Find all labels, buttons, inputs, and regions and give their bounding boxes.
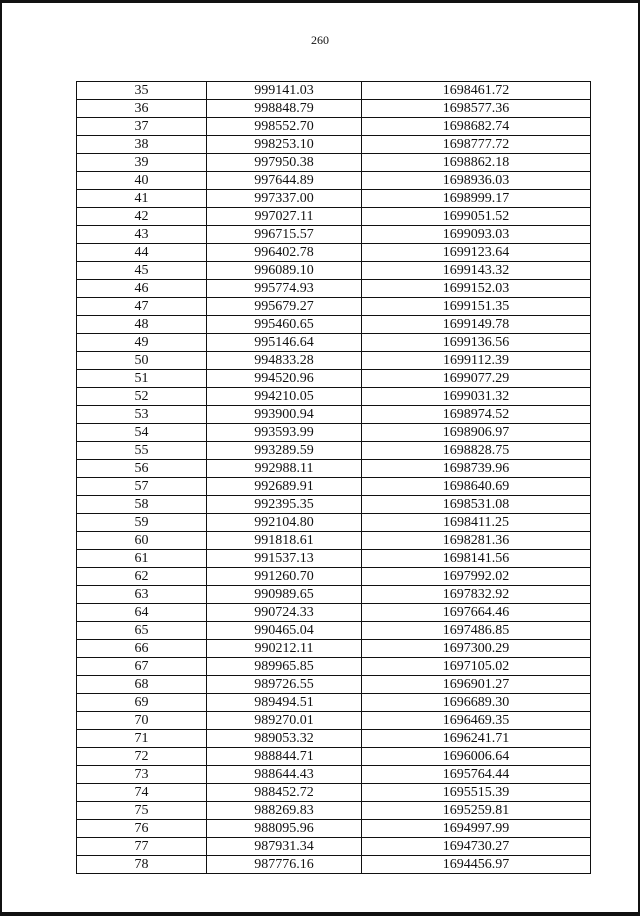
- point-number-cell: 39: [77, 154, 207, 172]
- y-coordinate-cell: 1699112.39: [362, 352, 591, 370]
- y-coordinate-cell: 1696006.64: [362, 748, 591, 766]
- point-number-cell: 47: [77, 298, 207, 316]
- y-coordinate-cell: 1698828.75: [362, 442, 591, 460]
- table-row: [77, 856, 591, 874]
- y-coordinate-cell: 1694456.97: [362, 856, 591, 874]
- point-number-cell: 53: [77, 406, 207, 424]
- point-number-cell: 43: [77, 226, 207, 244]
- x-coordinate-cell: 988095.96: [207, 820, 362, 838]
- x-coordinate-cell: 995146.64: [207, 334, 362, 352]
- y-coordinate-cell: 1695515.39: [362, 784, 591, 802]
- point-number-cell: 77: [77, 838, 207, 856]
- table-row: [77, 532, 591, 550]
- y-coordinate-cell: 1698281.36: [362, 532, 591, 550]
- point-number-cell: 49: [77, 334, 207, 352]
- y-coordinate-cell: 1697105.02: [362, 658, 591, 676]
- point-number-cell: 78: [77, 856, 207, 874]
- y-coordinate-cell: 1698777.72: [362, 136, 591, 154]
- y-coordinate-cell: 1698739.96: [362, 460, 591, 478]
- x-coordinate-cell: 994210.05: [207, 388, 362, 406]
- x-coordinate-cell: 991260.70: [207, 568, 362, 586]
- y-coordinate-cell: 1698862.18: [362, 154, 591, 172]
- point-number-cell: 40: [77, 172, 207, 190]
- point-number-cell: 38: [77, 136, 207, 154]
- page-edge-bottom: [0, 912, 640, 916]
- point-number-cell: 46: [77, 280, 207, 298]
- point-number-cell: 37: [77, 118, 207, 136]
- point-number-cell: 69: [77, 694, 207, 712]
- x-coordinate-cell: 997337.00: [207, 190, 362, 208]
- x-coordinate-cell: 998552.70: [207, 118, 362, 136]
- table-row: [77, 262, 591, 280]
- point-number-cell: 58: [77, 496, 207, 514]
- y-coordinate-cell: 1698682.74: [362, 118, 591, 136]
- table-row: [77, 550, 591, 568]
- point-number-cell: 64: [77, 604, 207, 622]
- x-coordinate-cell: 994833.28: [207, 352, 362, 370]
- point-number-cell: 65: [77, 622, 207, 640]
- y-coordinate-cell: 1697664.46: [362, 604, 591, 622]
- x-coordinate-cell: 990724.33: [207, 604, 362, 622]
- x-coordinate-cell: 988452.72: [207, 784, 362, 802]
- y-coordinate-cell: 1697300.29: [362, 640, 591, 658]
- x-coordinate-cell: 989965.85: [207, 658, 362, 676]
- table-row: [77, 82, 591, 100]
- table-row: [77, 586, 591, 604]
- table-row: [77, 298, 591, 316]
- table-row: [77, 334, 591, 352]
- table-row: [77, 838, 591, 856]
- point-number-cell: 76: [77, 820, 207, 838]
- y-coordinate-cell: 1696689.30: [362, 694, 591, 712]
- point-number-cell: 74: [77, 784, 207, 802]
- y-coordinate-cell: 1698974.52: [362, 406, 591, 424]
- point-number-cell: 36: [77, 100, 207, 118]
- x-coordinate-cell: 988644.43: [207, 766, 362, 784]
- x-coordinate-cell: 989270.01: [207, 712, 362, 730]
- point-number-cell: 35: [77, 82, 207, 100]
- y-coordinate-cell: 1695764.44: [362, 766, 591, 784]
- table-row: [77, 460, 591, 478]
- x-coordinate-cell: 992104.80: [207, 514, 362, 532]
- y-coordinate-cell: 1697832.92: [362, 586, 591, 604]
- x-coordinate-cell: 990465.04: [207, 622, 362, 640]
- table-row: [77, 820, 591, 838]
- table-row: [77, 676, 591, 694]
- y-coordinate-cell: 1695259.81: [362, 802, 591, 820]
- point-number-cell: 54: [77, 424, 207, 442]
- y-coordinate-cell: 1697992.02: [362, 568, 591, 586]
- point-number-cell: 52: [77, 388, 207, 406]
- y-coordinate-cell: 1698999.17: [362, 190, 591, 208]
- x-coordinate-cell: 997950.38: [207, 154, 362, 172]
- point-number-cell: 68: [77, 676, 207, 694]
- y-coordinate-cell: 1698906.97: [362, 424, 591, 442]
- table-row: [77, 802, 591, 820]
- x-coordinate-cell: 987931.34: [207, 838, 362, 856]
- point-number-cell: 57: [77, 478, 207, 496]
- table-row: [77, 658, 591, 676]
- x-coordinate-cell: 988269.83: [207, 802, 362, 820]
- y-coordinate-cell: 1696469.35: [362, 712, 591, 730]
- y-coordinate-cell: 1699152.03: [362, 280, 591, 298]
- table-row: [77, 766, 591, 784]
- table-row: [77, 604, 591, 622]
- x-coordinate-cell: 995460.65: [207, 316, 362, 334]
- table-row: [77, 568, 591, 586]
- y-coordinate-cell: 1699123.64: [362, 244, 591, 262]
- x-coordinate-cell: 997644.89: [207, 172, 362, 190]
- point-number-cell: 61: [77, 550, 207, 568]
- table-row: [77, 208, 591, 226]
- x-coordinate-cell: 993289.59: [207, 442, 362, 460]
- y-coordinate-cell: 1699136.56: [362, 334, 591, 352]
- point-number-cell: 50: [77, 352, 207, 370]
- table-row: [77, 172, 591, 190]
- y-coordinate-cell: 1698936.03: [362, 172, 591, 190]
- point-number-cell: 41: [77, 190, 207, 208]
- x-coordinate-cell: 998848.79: [207, 100, 362, 118]
- y-coordinate-cell: 1699151.35: [362, 298, 591, 316]
- point-number-cell: 63: [77, 586, 207, 604]
- y-coordinate-cell: 1698531.08: [362, 496, 591, 514]
- table-row: [77, 226, 591, 244]
- x-coordinate-cell: 993593.99: [207, 424, 362, 442]
- x-coordinate-cell: 987776.16: [207, 856, 362, 874]
- page-edge-top: [0, 0, 640, 3]
- y-coordinate-cell: 1699077.29: [362, 370, 591, 388]
- point-number-cell: 75: [77, 802, 207, 820]
- table-row: [77, 100, 591, 118]
- table-row: [77, 478, 591, 496]
- point-number-cell: 59: [77, 514, 207, 532]
- point-number-cell: 72: [77, 748, 207, 766]
- point-number-cell: 56: [77, 460, 207, 478]
- x-coordinate-cell: 996089.10: [207, 262, 362, 280]
- x-coordinate-cell: 996402.78: [207, 244, 362, 262]
- table-row: [77, 280, 591, 298]
- y-coordinate-cell: 1694730.27: [362, 838, 591, 856]
- point-number-cell: 62: [77, 568, 207, 586]
- point-number-cell: 73: [77, 766, 207, 784]
- x-coordinate-cell: 995679.27: [207, 298, 362, 316]
- table-row: [77, 622, 591, 640]
- table-row: [77, 730, 591, 748]
- point-number-cell: 55: [77, 442, 207, 460]
- y-coordinate-cell: 1698141.56: [362, 550, 591, 568]
- table-row: [77, 118, 591, 136]
- coordinates-table-body: [77, 82, 591, 874]
- table-row: [77, 442, 591, 460]
- table-row: [77, 352, 591, 370]
- y-coordinate-cell: 1697486.85: [362, 622, 591, 640]
- table-row: [77, 136, 591, 154]
- point-number-cell: 67: [77, 658, 207, 676]
- table-row: [77, 424, 591, 442]
- table-row: [77, 370, 591, 388]
- x-coordinate-cell: 991818.61: [207, 532, 362, 550]
- table-row: [77, 190, 591, 208]
- x-coordinate-cell: 991537.13: [207, 550, 362, 568]
- y-coordinate-cell: 1699093.03: [362, 226, 591, 244]
- y-coordinate-cell: 1699051.52: [362, 208, 591, 226]
- y-coordinate-cell: 1698411.25: [362, 514, 591, 532]
- point-number-cell: 66: [77, 640, 207, 658]
- point-number-cell: 60: [77, 532, 207, 550]
- x-coordinate-cell: 990989.65: [207, 586, 362, 604]
- x-coordinate-cell: 992689.91: [207, 478, 362, 496]
- table-row: [77, 316, 591, 334]
- y-coordinate-cell: 1699031.32: [362, 388, 591, 406]
- table-row: [77, 496, 591, 514]
- x-coordinate-cell: 992988.11: [207, 460, 362, 478]
- x-coordinate-cell: 988844.71: [207, 748, 362, 766]
- page-edge-left: [0, 0, 2, 916]
- y-coordinate-cell: 1696241.71: [362, 730, 591, 748]
- table-row: [77, 154, 591, 172]
- x-coordinate-cell: 989053.32: [207, 730, 362, 748]
- x-coordinate-cell: 993900.94: [207, 406, 362, 424]
- x-coordinate-cell: 999141.03: [207, 82, 362, 100]
- point-number-cell: 44: [77, 244, 207, 262]
- x-coordinate-cell: 990212.11: [207, 640, 362, 658]
- table-row: [77, 694, 591, 712]
- x-coordinate-cell: 989494.51: [207, 694, 362, 712]
- y-coordinate-cell: 1694997.99: [362, 820, 591, 838]
- point-number-cell: 51: [77, 370, 207, 388]
- table-row: [77, 244, 591, 262]
- x-coordinate-cell: 992395.35: [207, 496, 362, 514]
- y-coordinate-cell: 1696901.27: [362, 676, 591, 694]
- x-coordinate-cell: 996715.57: [207, 226, 362, 244]
- table-row: [77, 784, 591, 802]
- y-coordinate-cell: 1698461.72: [362, 82, 591, 100]
- y-coordinate-cell: 1698640.69: [362, 478, 591, 496]
- y-coordinate-cell: 1699143.32: [362, 262, 591, 280]
- x-coordinate-cell: 995774.93: [207, 280, 362, 298]
- table-row: [77, 712, 591, 730]
- y-coordinate-cell: 1699149.78: [362, 316, 591, 334]
- x-coordinate-cell: 994520.96: [207, 370, 362, 388]
- point-number-cell: 48: [77, 316, 207, 334]
- x-coordinate-cell: 989726.55: [207, 676, 362, 694]
- table-row: [77, 748, 591, 766]
- table-row: [77, 406, 591, 424]
- table-row: [77, 514, 591, 532]
- table-row: [77, 388, 591, 406]
- point-number-cell: 70: [77, 712, 207, 730]
- point-number-cell: 45: [77, 262, 207, 280]
- coordinates-table: [76, 81, 591, 874]
- x-coordinate-cell: 998253.10: [207, 136, 362, 154]
- point-number-cell: 42: [77, 208, 207, 226]
- point-number-cell: 71: [77, 730, 207, 748]
- table-row: [77, 640, 591, 658]
- y-coordinate-cell: 1698577.36: [362, 100, 591, 118]
- page-number: 260: [311, 33, 329, 47]
- x-coordinate-cell: 997027.11: [207, 208, 362, 226]
